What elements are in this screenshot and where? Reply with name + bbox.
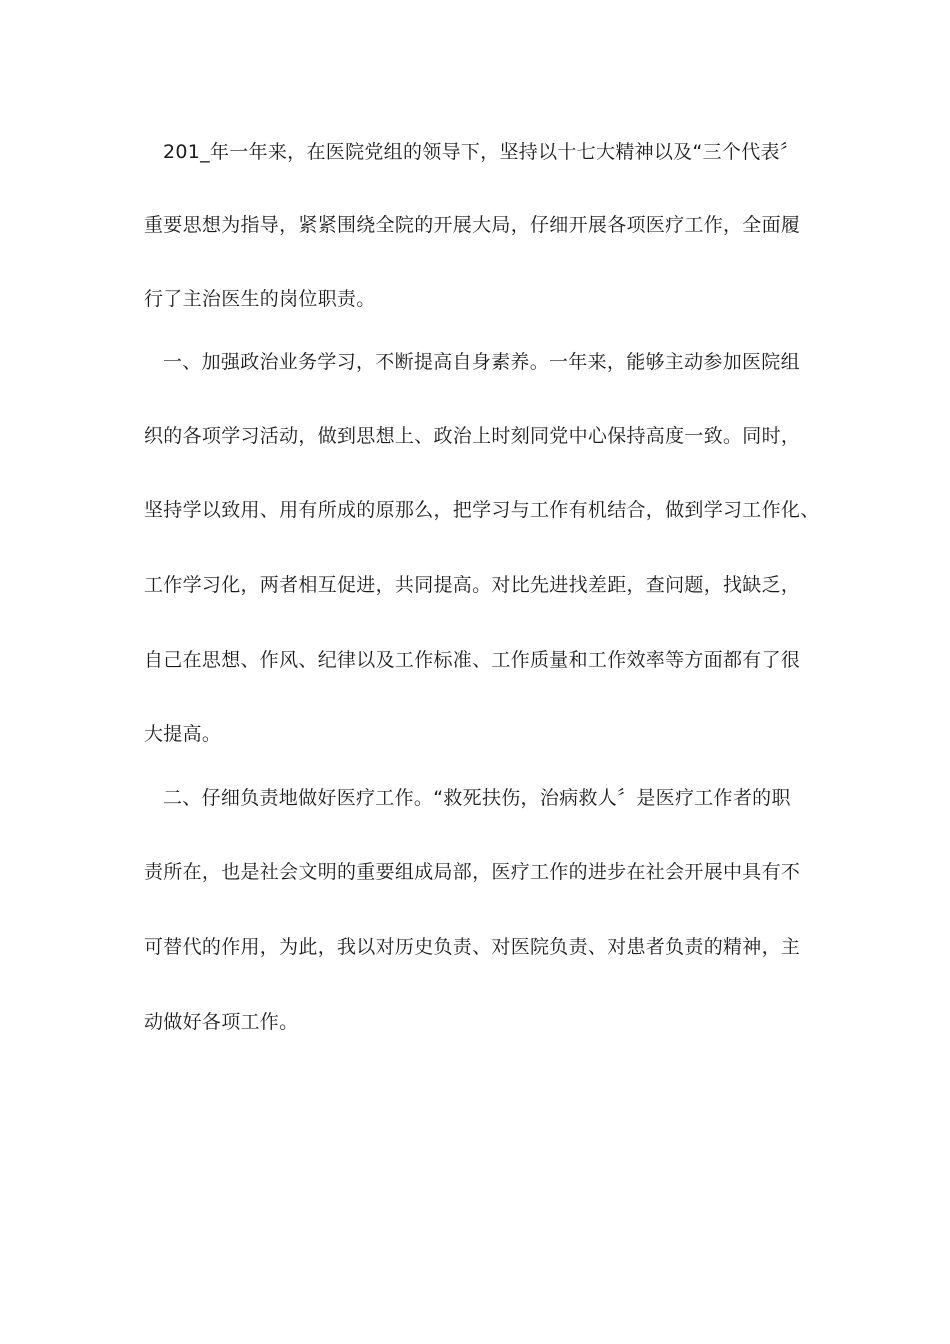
paragraph-1-line-3: 行了主治医生的岗位职责。 [144,288,376,310]
paragraph-1-line-1: 201_年一年来，在医院党组的领导下，坚持以十七大精神以及“三个代表〞 [163,141,800,163]
paragraph-3-line-2: 责所在，也是社会文明的重要组成局部，医疗工作的进步在社会开展中具有不 [144,861,801,883]
paragraph-3-line-3: 可替代的作用，为此，我以对历史负责、对医院负责、对患者负责的精神，主 [144,936,801,958]
paragraph-2-line-3: 坚持学以致用、用有所成的原那么，把学习与工作有机结合，做到学习工作化、 [144,499,820,521]
paragraph-2-line-1: 一、加强政治业务学习，不断提高自身素养。一年来，能够主动参加医院组 [163,351,800,373]
paragraph-2-line-5: 自己在思想、作风、纪律以及工作标准、工作质量和工作效率等方面都有了很 [144,649,801,671]
paragraph-3-line-1: 二、仔细负责地做好医疗工作。“救死扶伤，治病救人〞是医疗工作者的职 [163,787,791,809]
paragraph-2-line-4: 工作学习化，两者相互促进，共同提高。对比先进找差距，查问题，找缺乏， [144,574,801,596]
paragraph-3-line-4: 动做好各项工作。 [144,1011,299,1033]
paragraph-1-line-2: 重要思想为指导，紧紧围绕全院的开展大局，仔细开展各项医疗工作，全面履 [144,214,801,236]
paragraph-2-line-6: 大提高。 [144,723,222,745]
paragraph-2-line-2: 织的各项学习活动，做到思想上、政治上时刻同党中心保持高度一致。同时， [144,425,801,447]
